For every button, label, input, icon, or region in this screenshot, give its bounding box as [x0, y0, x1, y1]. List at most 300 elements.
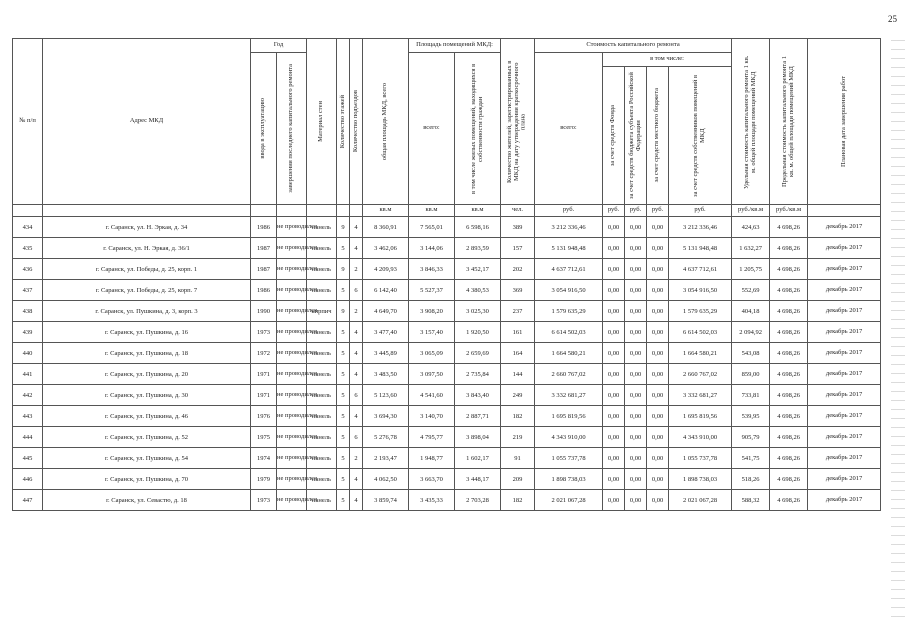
max-cost-cell: 4 698,26 [770, 343, 808, 364]
cost-region-cell: 0,00 [625, 343, 647, 364]
max-cost-cell: 4 698,26 [770, 490, 808, 511]
table-row [13, 280, 881, 301]
floors-cell: 5 [337, 385, 350, 406]
date-cell: декабрь 2017 [808, 490, 881, 511]
cost-owners-cell: 4 343 910,00 [669, 427, 732, 448]
row-number: 447 [13, 490, 43, 511]
entrances-cell: 4 [350, 217, 363, 238]
area-cell: 3 435,33 [409, 490, 455, 511]
max-cost-cell: 4 698,26 [770, 301, 808, 322]
cost-fund-cell: 0,00 [603, 448, 625, 469]
cost-total-cell: 5 131 948,48 [535, 238, 603, 259]
row-number: 435 [13, 238, 43, 259]
cost-local-cell: 0,00 [647, 427, 669, 448]
cost-fund-cell: 0,00 [603, 217, 625, 238]
total-area-cell: 6 142,40 [363, 280, 409, 301]
entrances-cell: 2 [350, 301, 363, 322]
unit-cost-cell: 543,08 [732, 343, 770, 364]
private-area-cell: 2 735,84 [455, 364, 501, 385]
residents-cell: 209 [501, 469, 535, 490]
year-built-cell: 1975 [251, 427, 277, 448]
max-cost-cell: 4 698,26 [770, 217, 808, 238]
date-cell: декабрь 2017 [808, 280, 881, 301]
cost-owners-cell: 1 664 580,21 [669, 343, 732, 364]
residents-cell: 164 [501, 343, 535, 364]
entrances-cell: 4 [350, 322, 363, 343]
material-cell: панель [307, 448, 337, 469]
unit-cost-cell: 1 632,27 [732, 238, 770, 259]
max-cost-cell: 4 698,26 [770, 406, 808, 427]
row-number: 436 [13, 259, 43, 280]
total-area-cell: 3 477,40 [363, 322, 409, 343]
address-cell: г. Саранск, ул. Пушкина, д. 16 [43, 322, 251, 343]
cost-fund-cell: 0,00 [603, 364, 625, 385]
cost-total-cell: 3 212 336,46 [535, 217, 603, 238]
total-area-cell: 8 360,91 [363, 217, 409, 238]
table-row [13, 364, 881, 385]
private-area-cell: 2 893,59 [455, 238, 501, 259]
year-built-cell: 1973 [251, 322, 277, 343]
row-number: 438 [13, 301, 43, 322]
cost-fund-cell: 0,00 [603, 469, 625, 490]
unit-cell: чел. [501, 205, 535, 217]
address-cell: г. Саранск, ул. Севастю, д. 18 [43, 490, 251, 511]
floors-cell: 5 [337, 448, 350, 469]
area-cell: 3 846,33 [409, 259, 455, 280]
cost-owners-cell: 5 131 948,48 [669, 238, 732, 259]
material-cell: панель [307, 427, 337, 448]
table-row [13, 238, 881, 259]
header-area-all: всего: [409, 53, 455, 205]
cost-total-cell: 1 695 819,56 [535, 406, 603, 427]
residents-cell: 182 [501, 406, 535, 427]
header-residents: Количество жителей, зарегистрированных в МКД на дату утверждения краткосрочного плана [501, 39, 535, 205]
header-group-cost: Стоимость капитального ремонта [535, 39, 732, 53]
year-built-cell: 1971 [251, 364, 277, 385]
cost-local-cell: 0,00 [647, 217, 669, 238]
cost-total-cell: 1 898 738,03 [535, 469, 603, 490]
area-cell: 3 908,20 [409, 301, 455, 322]
max-cost-cell: 4 698,26 [770, 322, 808, 343]
entrances-cell: 6 [350, 427, 363, 448]
cost-region-cell: 0,00 [625, 427, 647, 448]
floors-cell: 5 [337, 406, 350, 427]
floors-cell: 9 [337, 301, 350, 322]
cost-total-cell: 1 579 635,29 [535, 301, 603, 322]
address-cell: г. Саранск, ул. Пушкина, д. 70 [43, 469, 251, 490]
material-cell: панель [307, 259, 337, 280]
residents-cell: 182 [501, 490, 535, 511]
header-group-incl: в том числе: [603, 53, 732, 67]
total-area-cell: 5 276,78 [363, 427, 409, 448]
cost-local-cell: 0,00 [647, 490, 669, 511]
private-area-cell: 1 602,17 [455, 448, 501, 469]
entrances-cell: 4 [350, 406, 363, 427]
year-built-cell: 1972 [251, 343, 277, 364]
total-area-cell: 3 483,50 [363, 364, 409, 385]
row-number: 445 [13, 448, 43, 469]
entrances-cell: 4 [350, 469, 363, 490]
total-area-cell: 3 445,89 [363, 343, 409, 364]
address-cell: г. Саранск, ул. Пушкина, д. 30 [43, 385, 251, 406]
year-repair-cell: не проводился [277, 301, 307, 322]
address-cell: г. Саранск, ул. Пушкина, д. 3, корп. 3 [43, 301, 251, 322]
unit-cell: руб. [625, 205, 647, 217]
year-repair-cell: не проводился [277, 217, 307, 238]
cost-total-cell: 2 660 767,02 [535, 364, 603, 385]
address-cell: г. Саранск, ул. Победы, д. 25, корп. 1 [43, 259, 251, 280]
year-repair-cell: не проводился [277, 427, 307, 448]
table-row [13, 427, 881, 448]
cost-local-cell: 0,00 [647, 406, 669, 427]
year-built-cell: 1986 [251, 280, 277, 301]
row-number: 443 [13, 406, 43, 427]
cost-region-cell: 0,00 [625, 406, 647, 427]
cost-owners-cell: 3 332 681,27 [669, 385, 732, 406]
date-cell: декабрь 2017 [808, 238, 881, 259]
total-area-cell: 3 462,06 [363, 238, 409, 259]
cost-fund-cell: 0,00 [603, 280, 625, 301]
max-cost-cell: 4 698,26 [770, 427, 808, 448]
year-repair-cell: не проводился [277, 469, 307, 490]
material-cell: кирпич [307, 301, 337, 322]
row-number: 442 [13, 385, 43, 406]
residents-cell: 237 [501, 301, 535, 322]
material-cell: панель [307, 217, 337, 238]
total-area-cell: 2 193,47 [363, 448, 409, 469]
entrances-cell: 6 [350, 280, 363, 301]
date-cell: декабрь 2017 [808, 217, 881, 238]
cost-fund-cell: 0,00 [603, 490, 625, 511]
cost-fund-cell: 0,00 [603, 427, 625, 448]
year-repair-cell: не проводился [277, 406, 307, 427]
material-cell: панель [307, 490, 337, 511]
area-cell: 5 527,37 [409, 280, 455, 301]
year-repair-cell: не проводился [277, 259, 307, 280]
residents-cell: 161 [501, 322, 535, 343]
unit-cost-cell: 552,69 [732, 280, 770, 301]
header-total-area: общая площадь МКД, всего [363, 39, 409, 205]
year-repair-cell: не проводился [277, 322, 307, 343]
entrances-cell: 4 [350, 343, 363, 364]
private-area-cell: 1 920,50 [455, 322, 501, 343]
cost-owners-cell: 3 054 916,50 [669, 280, 732, 301]
year-repair-cell: не проводился [277, 385, 307, 406]
year-repair-cell: не проводился [277, 280, 307, 301]
max-cost-cell: 4 698,26 [770, 280, 808, 301]
address-cell: г. Саранск, ул. Пушкина, д. 20 [43, 364, 251, 385]
date-cell: декабрь 2017 [808, 343, 881, 364]
table-row [13, 490, 881, 511]
table-row [13, 343, 881, 364]
unit-cell: кв.м [455, 205, 501, 217]
year-repair-cell: не проводился [277, 343, 307, 364]
cost-owners-cell: 1 898 738,03 [669, 469, 732, 490]
page-number: 25 [888, 14, 897, 24]
address-cell: г. Саранск, ул. Н. Эркая, д. 34 [43, 217, 251, 238]
cost-total-cell: 3 054 916,50 [535, 280, 603, 301]
cost-total-cell: 4 637 712,61 [535, 259, 603, 280]
header-material: Материал стен [307, 39, 337, 205]
cost-region-cell: 0,00 [625, 490, 647, 511]
cost-region-cell: 0,00 [625, 364, 647, 385]
cost-owners-cell: 1 055 737,78 [669, 448, 732, 469]
cost-region-cell: 0,00 [625, 301, 647, 322]
date-cell: декабрь 2017 [808, 301, 881, 322]
cost-region-cell: 0,00 [625, 280, 647, 301]
cost-owners-cell: 4 637 712,61 [669, 259, 732, 280]
floors-cell: 5 [337, 427, 350, 448]
unit-cell: руб. [535, 205, 603, 217]
cost-total-cell: 4 343 910,00 [535, 427, 603, 448]
address-cell: г. Саранск, ул. Пушкина, д. 46 [43, 406, 251, 427]
row-number: 446 [13, 469, 43, 490]
address-cell: г. Саранск, ул. Н. Эркая, д. 36/1 [43, 238, 251, 259]
residents-cell: 389 [501, 217, 535, 238]
residents-cell: 202 [501, 259, 535, 280]
private-area-cell: 3 843,40 [455, 385, 501, 406]
unit-cost-cell: 424,63 [732, 217, 770, 238]
total-area-cell: 4 649,70 [363, 301, 409, 322]
year-repair-cell: не проводился [277, 238, 307, 259]
header-entrances: Количество подъездов [350, 39, 363, 205]
address-cell: г. Саранск, ул. Пушкина, д. 52 [43, 427, 251, 448]
unit-cost-cell: 539,95 [732, 406, 770, 427]
material-cell: панель [307, 343, 337, 364]
year-repair-cell: не проводился [277, 490, 307, 511]
residents-cell: 369 [501, 280, 535, 301]
cost-region-cell: 0,00 [625, 385, 647, 406]
date-cell: декабрь 2017 [808, 406, 881, 427]
private-area-cell: 2 887,71 [455, 406, 501, 427]
year-repair-cell: не проводился [277, 448, 307, 469]
header-unit-cost: Удельная стоимость капитального ремонта 1 кв. м. общей площади помещений МКД [732, 39, 770, 205]
year-built-cell: 1973 [251, 490, 277, 511]
max-cost-cell: 4 698,26 [770, 259, 808, 280]
table-row [13, 448, 881, 469]
row-number: 434 [13, 217, 43, 238]
header-cost-region: за счет средств бюджета субъекта Российской Федерации [625, 67, 647, 205]
header-address: Адрес МКД [43, 39, 251, 205]
cost-total-cell: 6 614 502,03 [535, 322, 603, 343]
table-row [13, 217, 881, 238]
header-date: Плановая дата завершения работ [808, 39, 881, 205]
floors-cell: 5 [337, 364, 350, 385]
header-cost-local: за счет средств местного бюджета [647, 67, 669, 205]
cost-region-cell: 0,00 [625, 469, 647, 490]
area-cell: 3 663,70 [409, 469, 455, 490]
cost-local-cell: 0,00 [647, 469, 669, 490]
header-cost-owners: за счет средств собственников помещений в МКД [669, 67, 732, 205]
unit-cost-cell: 588,32 [732, 490, 770, 511]
unit-cost-cell: 2 094,92 [732, 322, 770, 343]
address-cell: г. Саранск, ул. Пушкина, д. 54 [43, 448, 251, 469]
year-built-cell: 1990 [251, 301, 277, 322]
cost-local-cell: 0,00 [647, 385, 669, 406]
cost-owners-cell: 3 212 336,46 [669, 217, 732, 238]
residents-cell: 219 [501, 427, 535, 448]
row-number: 441 [13, 364, 43, 385]
cost-local-cell: 0,00 [647, 259, 669, 280]
cost-local-cell: 0,00 [647, 238, 669, 259]
material-cell: панель [307, 364, 337, 385]
cost-owners-cell: 2 660 767,02 [669, 364, 732, 385]
residents-cell: 91 [501, 448, 535, 469]
date-cell: декабрь 2017 [808, 259, 881, 280]
floors-cell: 9 [337, 217, 350, 238]
cost-owners-cell: 1 695 819,56 [669, 406, 732, 427]
unit-cell: руб./кв.м [770, 205, 808, 217]
cost-fund-cell: 0,00 [603, 301, 625, 322]
private-area-cell: 3 898,04 [455, 427, 501, 448]
material-cell: панель [307, 406, 337, 427]
material-cell: панель [307, 469, 337, 490]
cost-total-cell: 2 021 067,28 [535, 490, 603, 511]
year-repair-cell: не проводился [277, 364, 307, 385]
table-row [13, 469, 881, 490]
header-floors: Количество этажей [337, 39, 350, 205]
header-year-repair: завершения последнего капитального ремонта [277, 53, 307, 205]
cost-local-cell: 0,00 [647, 343, 669, 364]
total-area-cell: 4 062,50 [363, 469, 409, 490]
row-number: 439 [13, 322, 43, 343]
material-cell: панель [307, 238, 337, 259]
header-max-cost: Предельная стоимость капитального ремонта 1 кв. м. общей площади помещений МКД [770, 39, 808, 205]
unit-cost-cell: 905,79 [732, 427, 770, 448]
row-number: 437 [13, 280, 43, 301]
private-area-cell: 6 598,16 [455, 217, 501, 238]
header-cost-all: всего: [535, 53, 603, 205]
private-area-cell: 3 025,30 [455, 301, 501, 322]
unit-cell: руб. [669, 205, 732, 217]
date-cell: декабрь 2017 [808, 364, 881, 385]
area-cell: 1 948,77 [409, 448, 455, 469]
unit-cost-cell: 1 205,75 [732, 259, 770, 280]
entrances-cell: 4 [350, 364, 363, 385]
date-cell: декабрь 2017 [808, 448, 881, 469]
entrances-cell: 2 [350, 448, 363, 469]
table-row [13, 406, 881, 427]
area-cell: 3 065,09 [409, 343, 455, 364]
floors-cell: 5 [337, 238, 350, 259]
year-built-cell: 1987 [251, 259, 277, 280]
unit-cell: кв.м [363, 205, 409, 217]
cost-region-cell: 0,00 [625, 448, 647, 469]
year-built-cell: 1976 [251, 406, 277, 427]
entrances-cell: 4 [350, 490, 363, 511]
total-area-cell: 5 123,60 [363, 385, 409, 406]
cost-owners-cell: 2 021 067,28 [669, 490, 732, 511]
cost-total-cell: 3 332 681,27 [535, 385, 603, 406]
cost-fund-cell: 0,00 [603, 238, 625, 259]
header-year-built: ввода в эксплуатацию [251, 53, 277, 205]
cost-local-cell: 0,00 [647, 301, 669, 322]
cost-total-cell: 1 055 737,78 [535, 448, 603, 469]
date-cell: декабрь 2017 [808, 469, 881, 490]
cost-owners-cell: 1 579 635,29 [669, 301, 732, 322]
area-cell: 3 157,40 [409, 322, 455, 343]
year-built-cell: 1979 [251, 469, 277, 490]
cost-local-cell: 0,00 [647, 280, 669, 301]
date-cell: декабрь 2017 [808, 427, 881, 448]
total-area-cell: 3 859,74 [363, 490, 409, 511]
year-built-cell: 1974 [251, 448, 277, 469]
entrances-cell: 6 [350, 385, 363, 406]
max-cost-cell: 4 698,26 [770, 385, 808, 406]
cost-local-cell: 0,00 [647, 364, 669, 385]
entrances-cell: 4 [350, 238, 363, 259]
header-num: № п/п [13, 39, 43, 205]
max-cost-cell: 4 698,26 [770, 364, 808, 385]
year-built-cell: 1987 [251, 238, 277, 259]
entrances-cell: 2 [350, 259, 363, 280]
repair-plan-table [12, 38, 881, 511]
unit-cost-cell: 733,81 [732, 385, 770, 406]
area-cell: 4 541,60 [409, 385, 455, 406]
cost-total-cell: 1 664 580,21 [535, 343, 603, 364]
private-area-cell: 3 448,17 [455, 469, 501, 490]
cost-fund-cell: 0,00 [603, 385, 625, 406]
year-built-cell: 1986 [251, 217, 277, 238]
units-row [13, 205, 881, 217]
cost-fund-cell: 0,00 [603, 259, 625, 280]
date-cell: декабрь 2017 [808, 322, 881, 343]
date-cell: декабрь 2017 [808, 385, 881, 406]
row-number: 444 [13, 427, 43, 448]
max-cost-cell: 4 698,26 [770, 238, 808, 259]
floors-cell: 5 [337, 490, 350, 511]
unit-cell: руб. [603, 205, 625, 217]
residents-cell: 249 [501, 385, 535, 406]
total-area-cell: 4 209,93 [363, 259, 409, 280]
max-cost-cell: 4 698,26 [770, 469, 808, 490]
area-cell: 3 144,06 [409, 238, 455, 259]
max-cost-cell: 4 698,26 [770, 448, 808, 469]
floors-cell: 5 [337, 280, 350, 301]
cost-fund-cell: 0,00 [603, 343, 625, 364]
private-area-cell: 3 452,17 [455, 259, 501, 280]
private-area-cell: 2 659,69 [455, 343, 501, 364]
unit-cell: кв.м [409, 205, 455, 217]
cost-fund-cell: 0,00 [603, 406, 625, 427]
area-cell: 3 097,50 [409, 364, 455, 385]
residents-cell: 157 [501, 238, 535, 259]
table-row [13, 322, 881, 343]
floors-cell: 5 [337, 343, 350, 364]
floors-cell: 5 [337, 322, 350, 343]
unit-cost-cell: 404,18 [732, 301, 770, 322]
area-cell: 7 565,01 [409, 217, 455, 238]
header-group-year: Год [251, 39, 307, 53]
floors-cell: 5 [337, 469, 350, 490]
cost-region-cell: 0,00 [625, 217, 647, 238]
total-area-cell: 3 694,30 [363, 406, 409, 427]
cost-fund-cell: 0,00 [603, 322, 625, 343]
scan-edge [891, 40, 905, 620]
cost-owners-cell: 6 614 502,03 [669, 322, 732, 343]
address-cell: г. Саранск, ул. Победы, д. 25, корп. 7 [43, 280, 251, 301]
table-row [13, 301, 881, 322]
header-area-private: в том числе жилых помещений, находящихся в собственности граждан [455, 53, 501, 205]
private-area-cell: 4 380,53 [455, 280, 501, 301]
area-cell: 4 795,77 [409, 427, 455, 448]
cost-local-cell: 0,00 [647, 322, 669, 343]
cost-local-cell: 0,00 [647, 448, 669, 469]
header-cost-fund: за счет средств Фонда [603, 67, 625, 205]
unit-cost-cell: 541,75 [732, 448, 770, 469]
unit-cost-cell: 518,26 [732, 469, 770, 490]
unit-cost-cell: 859,00 [732, 364, 770, 385]
